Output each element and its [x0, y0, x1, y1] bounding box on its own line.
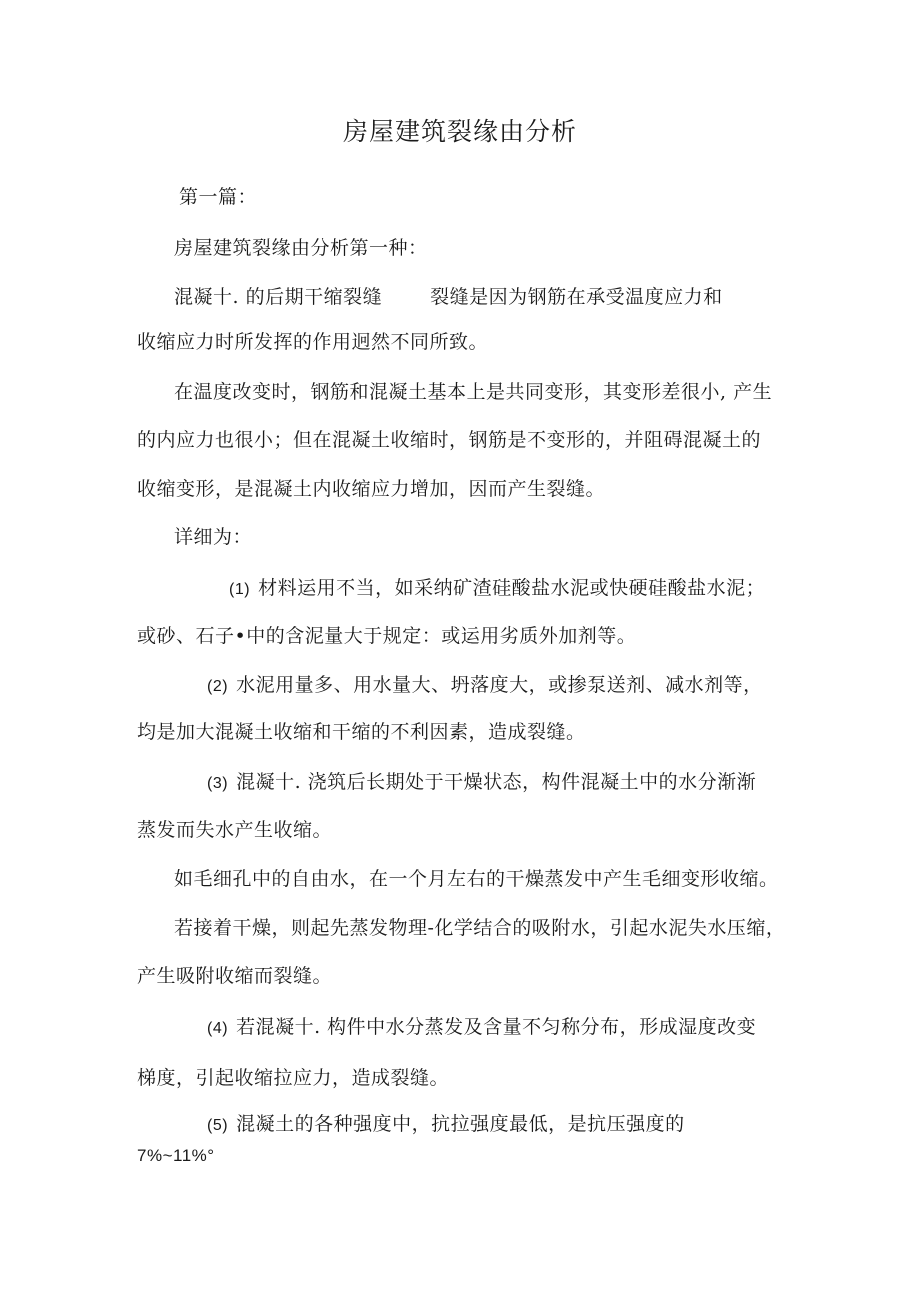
list-item [207, 770, 756, 796]
crack-topic-line [174, 285, 723, 309]
dry-paragraph-line-2: 产生吸附收缩而裂缝。 [137, 965, 333, 987]
item-continuation: 梯度，引起收缩拉应力，造成裂缝。 [137, 1067, 450, 1089]
document-title: 房屋建筑裂缘由分析 [342, 117, 577, 146]
item-continuation: 或砂、石子•中的含泥量大于规定：或运用劣质外加剂等。 [137, 625, 637, 647]
item-number: (4) [207, 1020, 229, 1037]
list-item [207, 673, 763, 699]
detail-label: 详细为： [174, 526, 253, 548]
list-item [207, 1112, 685, 1138]
section-label: 第一篇： [179, 186, 258, 208]
crack-cause-first: 裂缝是因为钢筋在承受温度应力和 [430, 286, 723, 308]
item-text: 若混凝十. 构件中水分蒸发及含量不匀称分布，形成湿度改变 [236, 1016, 757, 1038]
crack-cause-second: 收缩应力时所发挥的作用迥然不同所致。 [137, 331, 489, 353]
capillary-line: 如毛细孔中的自由水，在一个月左右的干燥蒸发中产生毛细变形收缩。 [174, 868, 779, 890]
item-continuation: 7%~11%° [137, 1146, 215, 1165]
item-number: (3) [207, 775, 229, 792]
item-number: (1) [229, 581, 251, 598]
item-text: 材料运用不当，如采纳矿渣硅酸盐水泥或快硬硅酸盐水泥； [258, 577, 766, 599]
item-text: 混凝十. 浇筑后长期处于干燥状态，构件混凝土中的水分渐渐 [236, 771, 757, 793]
temp-paragraph-line-1: 在温度改变时，钢筋和混凝土基本上是共同变形，其变形差很小, 产生 [174, 381, 773, 403]
item-text: 混凝土的各种强度中，抗拉强度最低，是抗压强度的 [236, 1113, 685, 1135]
temp-paragraph-line-2: 的内应力也很小；但在混凝土收缩时，钢筋是不变形的，并阻碍混凝土的 [137, 429, 762, 451]
crack-topic: 混凝十. 的后期干缩裂缝 [174, 286, 383, 308]
list-item [207, 1015, 756, 1041]
list-item [229, 576, 765, 602]
item-continuation: 蒸发而失水产生收缩。 [137, 819, 333, 841]
subheading: 房屋建筑裂缘由分析第一种： [174, 237, 428, 259]
item-text: 水泥用量多、用水量大、坍落度大，或掺泵送剂、减水剂等， [236, 674, 763, 696]
temp-paragraph-line-3: 收缩变形，是混凝土内收缩应力增加，因而产生裂缝。 [137, 478, 606, 500]
item-number: (5) [207, 1117, 229, 1134]
dry-paragraph-line-1: 若接着干燥，则起先蒸发物理-化学结合的吸附水，引起水泥失水压缩， [174, 917, 786, 939]
item-continuation: 均是加大混凝土收缩和干缩的不利因素，造成裂缝。 [137, 721, 586, 743]
item-number: (2) [207, 678, 229, 695]
